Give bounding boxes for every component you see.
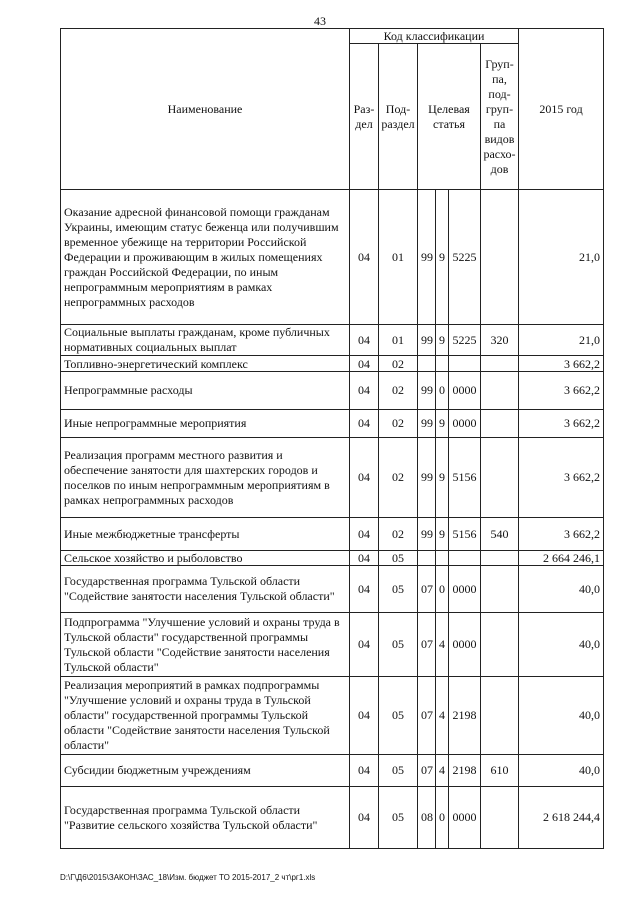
- subsection-code: 05: [379, 613, 418, 677]
- target-code-subprogram: 0: [436, 566, 449, 613]
- amount-2015: 3 662,2: [519, 438, 604, 518]
- target-code-subprogram: 9: [436, 518, 449, 551]
- amount-2015: 40,0: [519, 755, 604, 787]
- section-code: 04: [350, 613, 379, 677]
- target-code-program: 07: [418, 566, 436, 613]
- subsection-code: 05: [379, 551, 418, 566]
- amount-2015: 21,0: [519, 325, 604, 356]
- target-code-direction: 0000: [449, 613, 481, 677]
- subsection-code: 05: [379, 566, 418, 613]
- expense-type-code: 610: [481, 755, 519, 787]
- target-code-program: 99: [418, 410, 436, 438]
- amount-2015: 3 662,2: [519, 518, 604, 551]
- subsection-code: 05: [379, 755, 418, 787]
- expense-type-code: [481, 372, 519, 410]
- table-row: [61, 551, 604, 566]
- file-path-footer: D:\Г\Д6\2015\ЗАКОН\ЗАС_18\Изм. бюджет ТО 2015-2017_2 чт\рг1.xls: [60, 873, 316, 882]
- row-name: Реализация программ местного развития и обеспечение занятости для шахтерских городов и поселков по иным непрограммным мероприятиям в рамках непрограммных расходов: [61, 438, 350, 518]
- target-code-program: 08: [418, 787, 436, 849]
- section-code: 04: [350, 438, 379, 518]
- table-row: [61, 787, 604, 849]
- expense-type-code: [481, 438, 519, 518]
- subsection-code: 01: [379, 325, 418, 356]
- header-name: Наименование: [61, 29, 350, 190]
- target-code-direction: 0000: [449, 410, 481, 438]
- section-code: 04: [350, 566, 379, 613]
- row-name: Непрограммные расходы: [61, 372, 350, 410]
- target-code-program: [418, 356, 436, 372]
- target-code-direction: 5225: [449, 325, 481, 356]
- target-code-subprogram: 4: [436, 755, 449, 787]
- header-subsection: Под- раздел: [379, 44, 418, 190]
- target-code-direction: [449, 356, 481, 372]
- header-classification: Код классификации: [350, 29, 519, 44]
- budget-table: [60, 28, 604, 849]
- table-row: [61, 190, 604, 325]
- amount-2015: 40,0: [519, 566, 604, 613]
- expense-type-code: 320: [481, 325, 519, 356]
- amount-2015: 40,0: [519, 613, 604, 677]
- expense-type-code: [481, 410, 519, 438]
- row-name: Иные межбюджетные трансферты: [61, 518, 350, 551]
- header-section: Раз- дел: [350, 44, 379, 190]
- table-row: [61, 755, 604, 787]
- expense-type-code: [481, 787, 519, 849]
- target-code-subprogram: 4: [436, 677, 449, 755]
- expense-type-code: [481, 190, 519, 325]
- table-row: [61, 410, 604, 438]
- target-code-direction: 2198: [449, 755, 481, 787]
- target-code-program: 99: [418, 372, 436, 410]
- row-name: Оказание адресной финансовой помощи гражданам Украины, имеющим статус беженца или получившим временное убежище на территории Российской Федерации и проживающим в жилых помещениях граждан Российской Федерации, по иным непрограммным мероприятиям в рамках непрограммных расходов: [61, 190, 350, 325]
- expense-type-code: 540: [481, 518, 519, 551]
- target-code-subprogram: 9: [436, 438, 449, 518]
- target-code-direction: 0000: [449, 566, 481, 613]
- table-row: [61, 613, 604, 677]
- subsection-code: 02: [379, 518, 418, 551]
- table-row: [61, 518, 604, 551]
- section-code: 04: [350, 410, 379, 438]
- amount-2015: 21,0: [519, 190, 604, 325]
- page-number: 43: [314, 14, 326, 28]
- target-code-direction: 0000: [449, 787, 481, 849]
- target-code-direction: 5156: [449, 438, 481, 518]
- table-row: [61, 325, 604, 356]
- target-code-direction: [449, 551, 481, 566]
- row-name: Сельское хозяйство и рыболовство: [61, 551, 350, 566]
- section-code: 04: [350, 325, 379, 356]
- target-code-subprogram: 9: [436, 410, 449, 438]
- subsection-code: 02: [379, 410, 418, 438]
- header-year: 2015 год: [519, 29, 604, 190]
- amount-2015: 3 662,2: [519, 372, 604, 410]
- table-row: [61, 356, 604, 372]
- table-row: [61, 372, 604, 410]
- target-code-subprogram: 0: [436, 787, 449, 849]
- section-code: 04: [350, 356, 379, 372]
- header-group: Груп- па, под- груп- па видов расхо- дов: [481, 44, 519, 190]
- section-code: 04: [350, 190, 379, 325]
- table-row: [61, 438, 604, 518]
- target-code-subprogram: 9: [436, 190, 449, 325]
- target-code-program: 99: [418, 438, 436, 518]
- subsection-code: 02: [379, 372, 418, 410]
- expense-type-code: [481, 356, 519, 372]
- section-code: 04: [350, 787, 379, 849]
- row-name: Субсидии бюджетным учреждениям: [61, 755, 350, 787]
- row-name: Реализация мероприятий в рамках подпрограммы "Улучшение условий и охраны труда в Тульской области" государственной программы Тульской области "Содействие занятости населения Тульской области": [61, 677, 350, 755]
- row-name: Топливно-энергетический комплекс: [61, 356, 350, 372]
- section-code: 04: [350, 755, 379, 787]
- subsection-code: 02: [379, 438, 418, 518]
- subsection-code: 01: [379, 190, 418, 325]
- amount-2015: 3 662,2: [519, 356, 604, 372]
- section-code: 04: [350, 677, 379, 755]
- row-name: Иные непрограммные мероприятия: [61, 410, 350, 438]
- target-code-subprogram: 0: [436, 372, 449, 410]
- expense-type-code: [481, 677, 519, 755]
- target-code-subprogram: 4: [436, 613, 449, 677]
- target-code-program: 99: [418, 190, 436, 325]
- subsection-code: 05: [379, 787, 418, 849]
- target-code-direction: 2198: [449, 677, 481, 755]
- target-code-program: 99: [418, 325, 436, 356]
- amount-2015: 40,0: [519, 677, 604, 755]
- header-target: Целевая статья: [418, 44, 481, 190]
- target-code-program: 07: [418, 677, 436, 755]
- target-code-program: 99: [418, 518, 436, 551]
- section-code: 04: [350, 372, 379, 410]
- target-code-subprogram: 9: [436, 325, 449, 356]
- amount-2015: 2 664 246,1: [519, 551, 604, 566]
- table-row: [61, 677, 604, 755]
- subsection-code: 05: [379, 677, 418, 755]
- target-code-subprogram: [436, 356, 449, 372]
- row-name: Социальные выплаты гражданам, кроме публичных нормативных социальных выплат: [61, 325, 350, 356]
- target-code-direction: 0000: [449, 372, 481, 410]
- row-name: Государственная программа Тульской области "Развитие сельского хозяйства Тульской области": [61, 787, 350, 849]
- table-row: [61, 566, 604, 613]
- target-code-program: 07: [418, 755, 436, 787]
- row-name: Подпрограмма "Улучшение условий и охраны труда в Тульской области" государственной программы Тульской области "Содействие занятости населения Тульской области": [61, 613, 350, 677]
- target-code-direction: 5225: [449, 190, 481, 325]
- target-code-program: 07: [418, 613, 436, 677]
- section-code: 04: [350, 551, 379, 566]
- amount-2015: 2 618 244,4: [519, 787, 604, 849]
- amount-2015: 3 662,2: [519, 410, 604, 438]
- expense-type-code: [481, 551, 519, 566]
- expense-type-code: [481, 566, 519, 613]
- target-code-subprogram: [436, 551, 449, 566]
- row-name: Государственная программа Тульской области "Содействие занятости населения Тульской области": [61, 566, 350, 613]
- subsection-code: 02: [379, 356, 418, 372]
- target-code-direction: 5156: [449, 518, 481, 551]
- section-code: 04: [350, 518, 379, 551]
- expense-type-code: [481, 613, 519, 677]
- target-code-program: [418, 551, 436, 566]
